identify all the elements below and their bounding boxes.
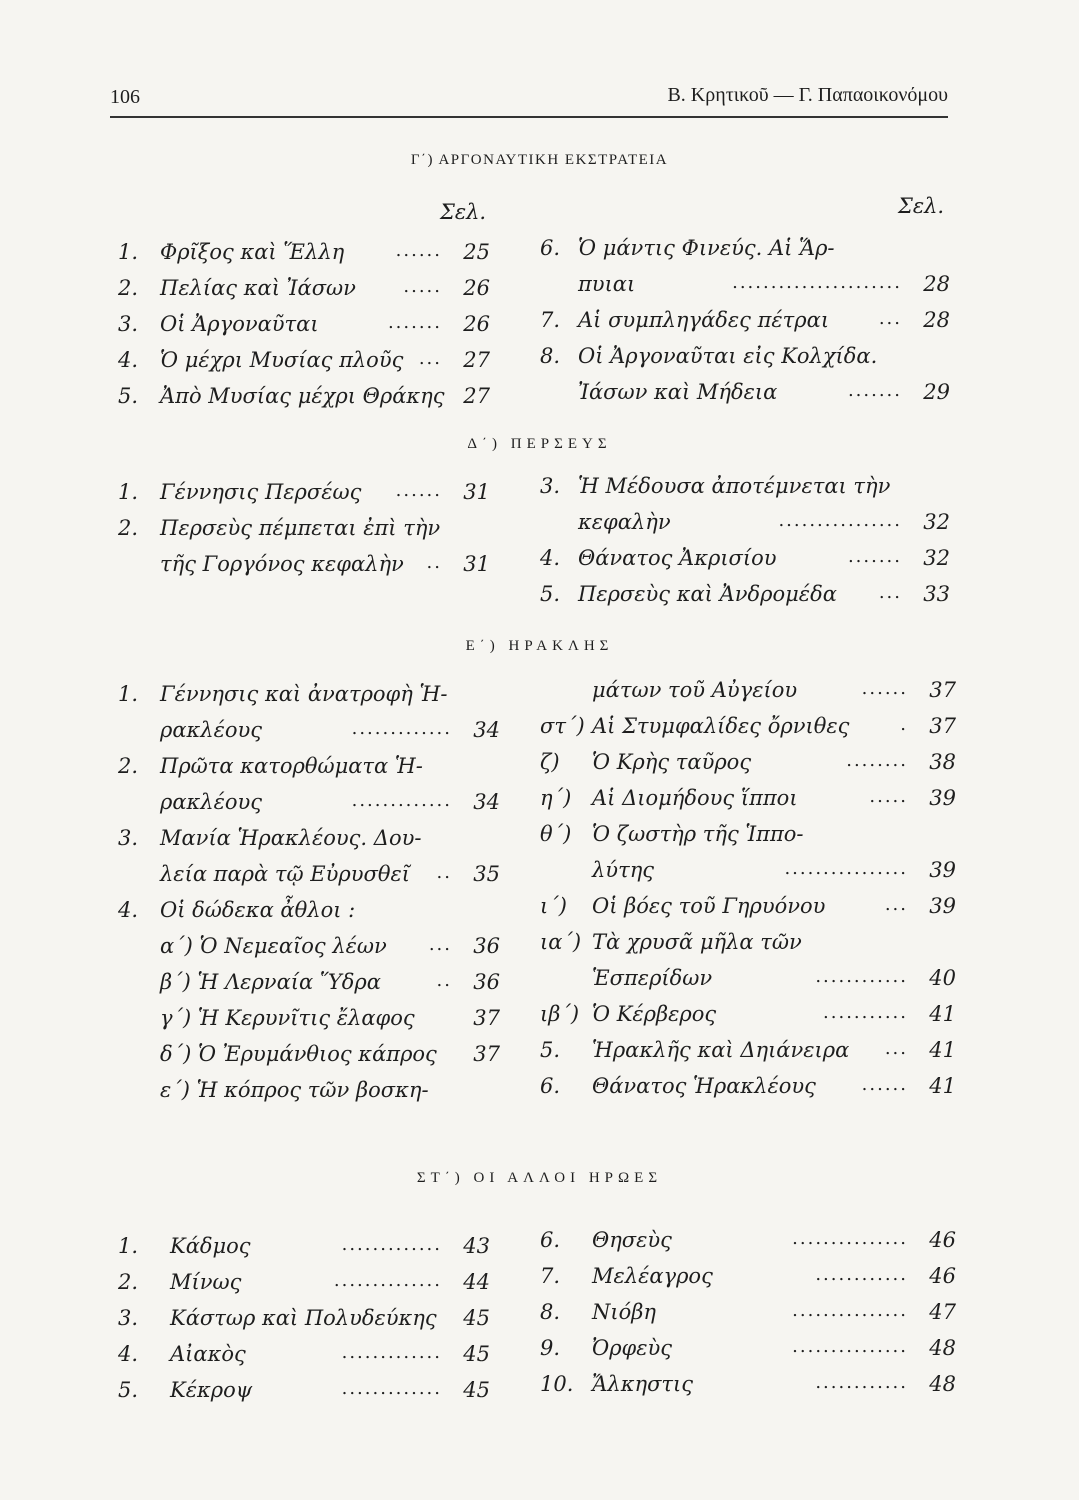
leader-dots: ............. <box>351 790 452 811</box>
entry-page: 40 <box>929 966 956 990</box>
entry-page: 37 <box>473 1042 500 1066</box>
entry-number: 9. <box>540 1336 561 1360</box>
entry-title: Μανία Ἡρακλέους. Δου- <box>160 826 422 850</box>
entry-title: Ὁ μέχρι Μυσίας πλοῦς <box>160 348 404 372</box>
entry-number: ζ) <box>540 750 560 774</box>
toc-entry <box>540 308 950 344</box>
entry-page: 26 <box>463 312 490 336</box>
entry-page: 47 <box>929 1300 956 1324</box>
toc-entry <box>118 1270 490 1306</box>
leader-dots: ............. <box>351 718 452 739</box>
entry-title: Νιόβη <box>592 1300 656 1324</box>
toc-entry <box>540 546 950 582</box>
entry-page: 35 <box>473 862 500 886</box>
toc-entry <box>118 384 490 420</box>
toc-entry <box>118 516 490 552</box>
entry-title: Τὰ χρυσᾶ μῆλα τῶν <box>592 930 802 954</box>
entry-title: Ἀπὸ Μυσίας μέχρι Θράκης <box>160 384 445 408</box>
entry-page: 41 <box>929 1002 956 1026</box>
toc-entry <box>540 786 956 822</box>
entry-title: ρακλέους <box>160 790 263 814</box>
toc-entry <box>118 790 500 826</box>
toc-entry <box>540 272 950 308</box>
section-title-heracles: Ε΄) ΗΡΑΚΛΗΣ <box>465 638 614 654</box>
entry-page: 26 <box>463 276 490 300</box>
entry-title: γ΄) Ἡ Κερυνῖτις ἔλαφος <box>160 1006 415 1030</box>
toc-entry <box>118 718 500 754</box>
toc-entry <box>540 582 950 618</box>
entry-page: 43 <box>463 1234 490 1258</box>
entry-number: 4. <box>118 1342 139 1366</box>
toc-entry <box>118 1378 490 1414</box>
toc-entry <box>540 1228 956 1264</box>
entry-page: 28 <box>923 308 950 332</box>
running-head: Β. Κρητικοῦ — Γ. Παπαοικονόμου <box>667 84 948 106</box>
leader-dots: .. <box>426 552 442 573</box>
toc-entry <box>540 344 950 380</box>
entry-number: 2. <box>118 516 139 540</box>
entry-number: 2. <box>118 754 139 778</box>
col-head-page-left: Σελ. <box>440 200 487 224</box>
toc-entry <box>540 380 950 416</box>
entry-number: 7. <box>540 308 561 332</box>
entry-number: 1. <box>118 240 139 264</box>
section-title-perseus: Δ΄) ΠΕΡΣΕΥΣ <box>467 436 612 452</box>
leader-dots: ... <box>428 934 452 955</box>
toc-entry <box>540 510 950 546</box>
leader-dots: ....... <box>847 546 902 567</box>
entry-number: 6. <box>540 1074 561 1098</box>
entry-page: 44 <box>463 1270 490 1294</box>
entry-title: λεία παρὰ τῷ Εὐρυσθεῖ <box>160 862 410 886</box>
entry-title: Ἡρακλῆς καὶ Δηιάνειρα <box>592 1038 850 1062</box>
leader-dots: ...... <box>395 480 442 501</box>
toc-entry <box>118 552 490 588</box>
toc-entry <box>540 822 956 858</box>
entry-number: 2. <box>118 276 139 300</box>
entry-number: 6. <box>540 1228 561 1252</box>
entry-page: 46 <box>929 1228 956 1252</box>
toc-entry <box>540 1336 956 1372</box>
heracles-right-column <box>540 678 956 1110</box>
entry-title: Μελέαγρος <box>592 1264 713 1288</box>
leader-dots: ............. <box>341 1234 442 1255</box>
entry-number: 3. <box>118 312 139 336</box>
toc-entry <box>540 750 956 786</box>
entry-title: β΄) Ἡ Λερναία Ὕδρα <box>160 970 381 994</box>
section-title-other-heroes: ΣΤ΄) ΟΙ ΑΛΛΟΙ ΗΡΩΕΣ <box>416 1170 663 1186</box>
entry-title: Περσεὺς πέμπεται ἐπὶ τὴν <box>160 516 441 540</box>
toc-entry <box>118 1078 500 1114</box>
entry-title: Μίνως <box>170 1270 242 1294</box>
entry-title: α΄) Ὁ Νεμεαῖος λέων <box>160 934 387 958</box>
entry-title: Ἄλκηστις <box>592 1372 694 1396</box>
entry-page: 31 <box>463 480 490 504</box>
leader-dots: ..... <box>403 276 442 297</box>
toc-entry <box>118 862 500 898</box>
entry-title: πυιαι <box>578 272 636 296</box>
entry-number: 6. <box>540 236 561 260</box>
entry-page: 34 <box>473 790 500 814</box>
toc-entry <box>118 826 500 862</box>
entry-number: 5. <box>118 384 139 408</box>
toc-entry <box>118 754 500 790</box>
entry-page: 36 <box>473 970 500 994</box>
col-head-page-right: Σελ. <box>898 194 945 218</box>
entry-page: 29 <box>923 380 950 404</box>
entry-title: Πρῶτα κατορθώματα Ἡ- <box>160 754 423 778</box>
leader-dots: ..... <box>869 786 908 807</box>
entry-page: 25 <box>463 240 490 264</box>
entry-title: Ὁ Κέρβερος <box>592 1002 717 1026</box>
heracles-left-column <box>118 682 500 1114</box>
leader-dots: ............ <box>815 966 908 987</box>
toc-entry <box>540 930 956 966</box>
entry-page: 41 <box>929 1038 956 1062</box>
toc-entry <box>540 714 956 750</box>
entry-title: λύτης <box>592 858 655 882</box>
entry-number: στ΄) <box>540 714 585 738</box>
entry-page: 48 <box>929 1372 956 1396</box>
other-heroes-left-column <box>118 1234 490 1414</box>
page-number: 106 <box>110 86 140 108</box>
leader-dots: ............ <box>815 1264 908 1285</box>
entry-number: η΄) <box>540 786 572 810</box>
entry-number: 4. <box>118 898 139 922</box>
leader-dots: ........... <box>823 1002 908 1023</box>
entry-title: Ἑσπερίδων <box>592 966 713 990</box>
entry-number: 1. <box>118 682 139 706</box>
toc-entry <box>118 934 500 970</box>
entry-title: Οἱ Ἀργοναῦται εἰς Κολχίδα. <box>578 344 878 368</box>
entry-title: ε΄) Ἡ κόπρος τῶν βοσκη- <box>160 1078 429 1102</box>
leader-dots: ... <box>878 308 902 329</box>
toc-entry <box>118 312 490 348</box>
entry-page: 45 <box>463 1306 490 1330</box>
entry-page: 36 <box>473 934 500 958</box>
entry-title: Γέννησις Περσέως <box>160 480 362 504</box>
entry-number: ιβ΄) <box>540 1002 580 1026</box>
entry-page: 33 <box>923 582 950 606</box>
leader-dots: ...... <box>861 1074 908 1095</box>
entry-number: 5. <box>118 1378 139 1402</box>
leader-dots: ........ <box>846 750 908 771</box>
section-title-argonauts: Γ΄) ΑΡΓΟΝΑΥΤΙΚΗ ΕΚΣΤΡΑΤΕΙΑ <box>410 152 669 168</box>
page-header <box>110 80 948 118</box>
entry-number: 1. <box>118 480 139 504</box>
entry-page: 39 <box>929 858 956 882</box>
toc-entry <box>540 236 950 272</box>
entry-number: 3. <box>118 826 139 850</box>
entry-page: 46 <box>929 1264 956 1288</box>
entry-page: 37 <box>929 714 956 738</box>
entry-title: Ὁ ζωστὴρ τῆς Ἱππο- <box>592 822 804 846</box>
entry-page: 34 <box>473 718 500 742</box>
toc-entry <box>540 1038 956 1074</box>
entry-title: Ἡ Μέδουσα ἀποτέμνεται τὴν <box>578 474 891 498</box>
entry-title: μάτων τοῦ Αὐγείου <box>592 678 798 702</box>
toc-entry <box>540 1074 956 1110</box>
entry-number: ι΄) <box>540 894 567 918</box>
entry-number: 8. <box>540 344 561 368</box>
toc-entry <box>118 480 490 516</box>
entry-title: Κέκροψ <box>170 1378 253 1402</box>
entry-number: 4. <box>118 348 139 372</box>
entry-title: Κάδμος <box>170 1234 251 1258</box>
toc-entry <box>118 1306 490 1342</box>
entry-page: 37 <box>473 1006 500 1030</box>
entry-title: Αἱ συμπληγάδες πέτραι <box>578 308 830 332</box>
entry-page: 37 <box>929 678 956 702</box>
entry-number: 3. <box>540 474 561 498</box>
entry-title: κεφαλὴν <box>578 510 671 534</box>
entry-page: 38 <box>929 750 956 774</box>
entry-number: 8. <box>540 1300 561 1324</box>
leader-dots: .. <box>436 862 452 883</box>
entry-page: 32 <box>923 546 950 570</box>
entry-number: 5. <box>540 1038 561 1062</box>
perseus-left-column <box>118 480 490 588</box>
entry-title: Θάνατος Ἡρακλέους <box>592 1074 816 1098</box>
toc-entry <box>118 970 500 1006</box>
toc-entry <box>118 1042 500 1078</box>
entry-title: Θάνατος Ἀκρισίου <box>578 546 777 570</box>
toc-entry <box>540 474 950 510</box>
entry-title: Γέννησις καὶ ἀνατροφὴ Ἡ- <box>160 682 448 706</box>
argonauts-right-column <box>540 236 950 416</box>
toc-entry <box>118 1006 500 1042</box>
entry-page: 48 <box>929 1336 956 1360</box>
leader-dots: ....... <box>387 312 442 333</box>
entry-number: 5. <box>540 582 561 606</box>
entry-title: Περσεὺς καὶ Ἀνδρομέδα <box>578 582 837 606</box>
toc-entry <box>540 1300 956 1336</box>
entry-page: 31 <box>463 552 490 576</box>
entry-title: Αἰακὸς <box>170 1342 246 1366</box>
entry-number: 7. <box>540 1264 561 1288</box>
entry-title: Ὁ Κρὴς ταῦρος <box>592 750 752 774</box>
toc-entry <box>540 858 956 894</box>
entry-page: 41 <box>929 1074 956 1098</box>
toc-entry <box>118 682 500 718</box>
leader-dots: ...................... <box>732 272 902 293</box>
leader-dots: .. <box>436 970 452 991</box>
toc-entry <box>118 898 500 934</box>
leader-dots: ............... <box>792 1228 908 1249</box>
entry-title: Οἱ δώδεκα ἆθλοι : <box>160 898 356 922</box>
entry-title: Αἱ Διομήδους ἵπποι <box>592 786 798 810</box>
other-heroes-right-column <box>540 1228 956 1408</box>
entry-number: 3. <box>118 1306 139 1330</box>
entry-title: Θησεὺς <box>592 1228 672 1252</box>
perseus-right-column <box>540 474 950 618</box>
entry-page: 28 <box>923 272 950 296</box>
toc-entry <box>118 1234 490 1270</box>
leader-dots: ............... <box>792 1336 908 1357</box>
entry-title: Αἱ Στυμφαλίδες ὄρνιθες <box>592 714 850 738</box>
leader-dots: ... <box>878 582 902 603</box>
entry-number: θ΄) <box>540 822 572 846</box>
leader-dots: ................ <box>778 510 902 531</box>
toc-entry <box>540 894 956 930</box>
entry-title: Πελίας καὶ Ἰάσων <box>160 276 356 300</box>
entry-number: 4. <box>540 546 561 570</box>
leader-dots: ................ <box>784 858 908 879</box>
entry-number: 10. <box>540 1372 574 1396</box>
leader-dots: ............. <box>341 1342 442 1363</box>
entry-page: 45 <box>463 1378 490 1402</box>
entry-title: Ὁ μάντις Φινεύς. Αἱ Ἅρ- <box>578 236 835 260</box>
argonauts-left-column <box>118 240 490 420</box>
entry-title: δ΄) Ὁ Ἐρυμάνθιος κάπρος <box>160 1042 437 1066</box>
leader-dots: ............. <box>341 1378 442 1399</box>
leader-dots: ............... <box>792 1300 908 1321</box>
toc-entry <box>540 1264 956 1300</box>
toc-entry <box>540 966 956 1002</box>
entry-title: Ὀρφεὺς <box>592 1336 673 1360</box>
leader-dots: ............ <box>815 1372 908 1393</box>
entry-page: 39 <box>929 786 956 810</box>
entry-page: 32 <box>923 510 950 534</box>
entry-page: 45 <box>463 1342 490 1366</box>
toc-entry <box>540 1372 956 1408</box>
leader-dots: ...... <box>395 240 442 261</box>
toc-entry <box>118 240 490 276</box>
entry-title: Οἱ βόες τοῦ Γηρυόνου <box>592 894 826 918</box>
leader-dots: ... <box>884 1038 908 1059</box>
entry-title: ρακλέους <box>160 718 263 742</box>
leader-dots: . <box>900 714 908 735</box>
toc-entry <box>540 678 956 714</box>
entry-title: Οἱ Ἀργοναῦται <box>160 312 319 336</box>
entry-title: τῆς Γοργόνος κεφαλὴν <box>160 552 404 576</box>
leader-dots: .............. <box>333 1270 442 1291</box>
entry-page: 27 <box>463 348 490 372</box>
toc-entry <box>540 1002 956 1038</box>
entry-title: Κάστωρ καὶ Πολυδεύκης <box>170 1306 437 1330</box>
entry-number: 2. <box>118 1270 139 1294</box>
entry-page: 27 <box>463 384 490 408</box>
toc-entry <box>118 348 490 384</box>
leader-dots: ... <box>884 894 908 915</box>
leader-dots: ... <box>418 348 442 369</box>
entry-title: Φρῖξος καὶ Ἕλλη <box>160 240 345 264</box>
entry-title: Ἰάσων καὶ Μήδεια <box>578 380 778 404</box>
entry-number: ια΄) <box>540 930 582 954</box>
leader-dots: ...... <box>861 678 908 699</box>
leader-dots: ....... <box>847 380 902 401</box>
entry-page: 39 <box>929 894 956 918</box>
toc-entry <box>118 276 490 312</box>
toc-entry <box>118 1342 490 1378</box>
entry-number: 1. <box>118 1234 139 1258</box>
